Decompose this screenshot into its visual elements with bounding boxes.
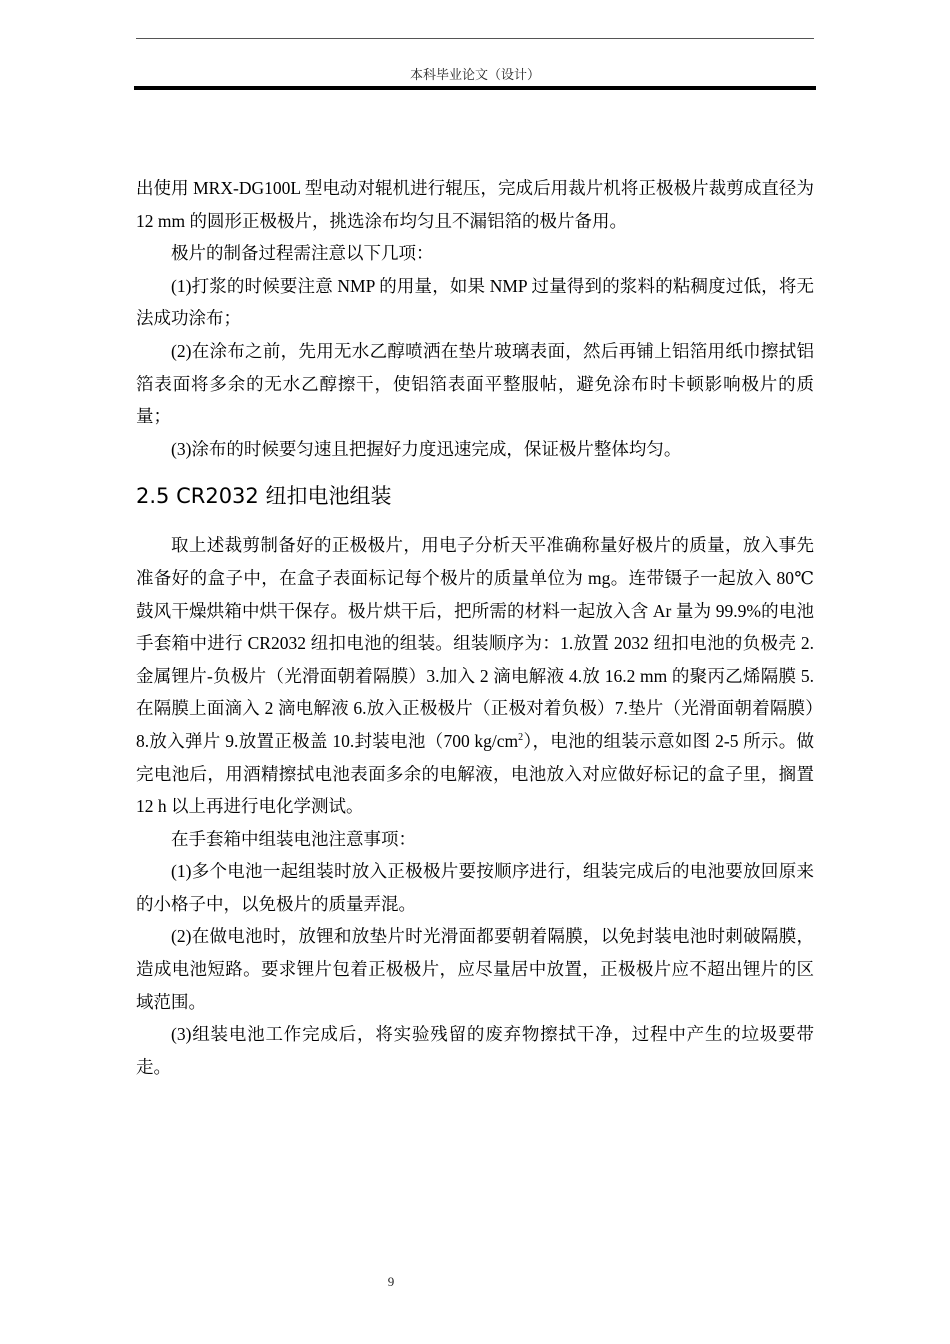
paragraph-continuation: 出使用 MRX-DG100L 型电动对辊机进行辊压，完成后用裁片机将正极极片裁剪成直径为 12 mm 的圆形正极极片，挑选涂布均匀且不漏铝箔的极片备用。 (136, 178, 814, 231)
paragraph-assembly-procedure (136, 529, 814, 822)
assembly-text-part-2: ），电池的组装示意如图 2-5 所示。做完电池后，用酒精擦拭电池表面多余的电解液，电池放入对应做好标记的盒子里，搁置 12 h 以上再进行电化学测试。 (136, 730, 815, 817)
header-top-rule (136, 38, 814, 39)
paragraph-note-2: (2)在涂布之前，先用无水乙醇喷洒在垫片玻璃表面，然后再铺上铝箔用纸巾擦拭铝箔表面将多余的无水乙醇擦干，使铝箔表面平整服帖，避免涂布时卡顿影响极片的质量； (136, 340, 814, 427)
paragraph-notes-intro: 极片的制备过程需注意以下几项： (171, 243, 434, 264)
assembly-text-part-1: 取上述裁剪制备好的正极极片，用电子分析天平准确称量好极片的质量，放入事先准备好的盒子中，在盒子表面标记每个极片的质量单位为 mg。连带镊子一起放入 80℃鼓风干燥烘箱中烘干保存。极片烘干后，把所需的材料一起放入含 Ar 量为 99.9%的电池手套箱中进行 CR2032 纽扣电池的组装。组装顺序为：1.放置 2032 纽扣电池的负极壳 2.金属锂片-负极片（光滑面朝着隔膜）3.加入 2 滴电解液 4.放 16.2 mm 的聚丙乙烯隔膜 5.在隔膜上面滴入 2 滴电解液 6.放入正极极片（正极对着负极）7.垫片（光滑面朝着隔膜）8.放入弹片 9.放置正极盖 10.封装电池（700 kg/cm (136, 535, 814, 751)
paragraph-glovebox-note-1: (1)多个电池一起组装时放入正极极片要按顺序进行，组装完成后的电池要放回原来的小格子中，以免极片的质量弄混。 (136, 861, 814, 914)
page-number: 9 (387, 1274, 395, 1289)
section-heading: 2.5 CR2032 纽扣电池组装 (136, 484, 392, 509)
page-body (136, 172, 814, 1083)
superscript-exponent: 2 (518, 731, 524, 743)
running-header-title: 本科毕业论文（设计） (409, 67, 540, 82)
paragraph-glovebox-intro: 在手套箱中组装电池注意事项： (171, 828, 416, 849)
paragraph-note-1: (1)打浆的时候要注意 NMP 的用量，如果 NMP 过量得到的浆料的粘稠度过低，将无法成功涂布； (136, 275, 814, 329)
header-bottom-rule (134, 86, 816, 90)
paragraph-note-3: (3)涂布的时候要匀速且把握好力度迅速完成，保证极片整体均匀。 (171, 438, 682, 459)
paragraph-glovebox-note-2: (2)在做电池时，放锂和放垫片时光滑面都要朝着隔膜，以免封装电池时刺破隔膜，造成电池短路。要求锂片包着正极极片，应尽量居中放置，正极极片应不超出锂片的区域范围。 (136, 926, 814, 1012)
paragraph-glovebox-note-3: (3)组装电池工作完成后，将实验残留的废弃物擦拭干净，过程中产生的垃圾要带走。 (136, 1024, 814, 1077)
